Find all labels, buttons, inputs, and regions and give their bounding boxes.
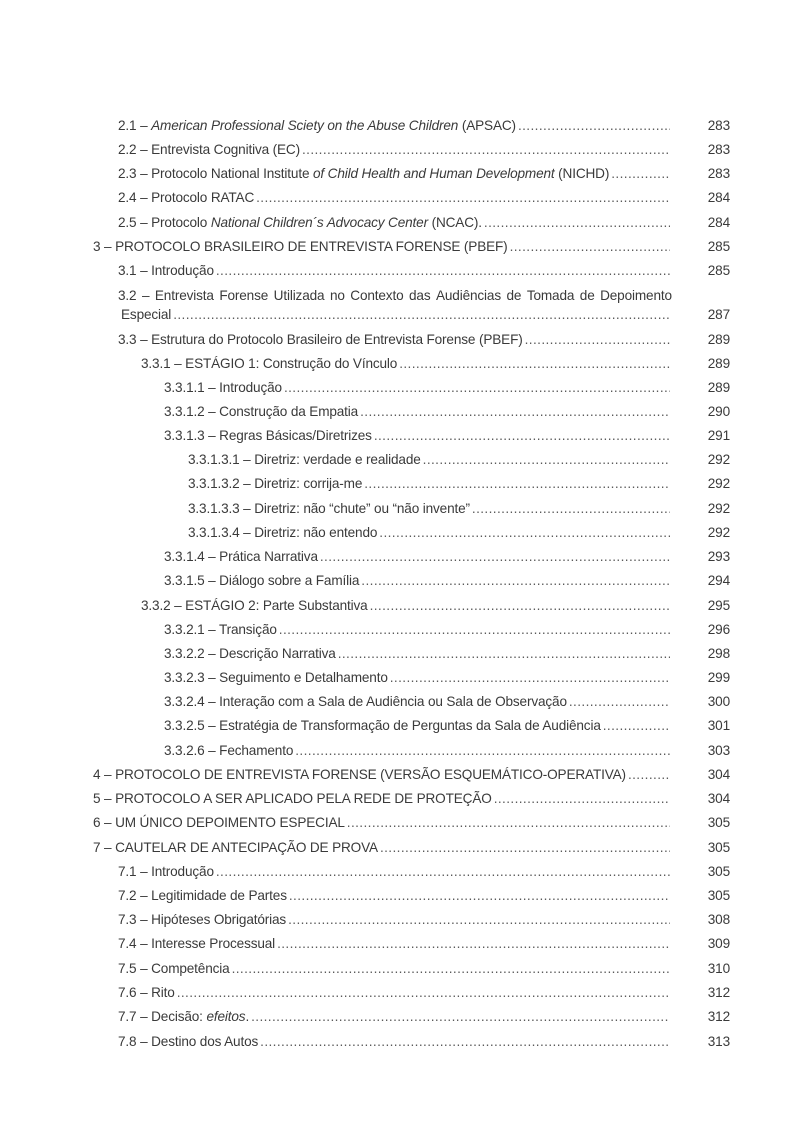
toc-page-number: 284 xyxy=(707,215,730,230)
dot-leader xyxy=(277,935,670,952)
toc-entry-title xyxy=(118,262,214,279)
dot-leader xyxy=(380,839,670,856)
toc-title-text: 7.7 – Decisão: xyxy=(118,1009,207,1024)
toc-entry-title xyxy=(164,572,359,589)
dot-leader xyxy=(216,863,670,880)
toc-entry[interactable] xyxy=(188,500,800,517)
toc-entry-title xyxy=(141,597,368,614)
toc-entry-title xyxy=(118,141,300,158)
toc-title-text: 3.3.1 – ESTÁGIO 1: Construção do Vínculo xyxy=(141,356,398,371)
toc-entry[interactable] xyxy=(164,717,800,734)
toc-entry-title xyxy=(93,238,508,255)
toc-entry[interactable] xyxy=(118,141,800,158)
toc-word: – xyxy=(141,288,150,303)
dot-leader xyxy=(569,693,670,710)
dot-leader xyxy=(484,214,670,231)
toc-title-text: 3.3.2.2 – Descrição Narrativa xyxy=(164,646,336,661)
toc-title-text: 7.5 – Competência xyxy=(118,961,230,976)
toc-entry-title xyxy=(164,693,567,710)
toc-entry-title xyxy=(118,863,214,880)
toc-entry[interactable] xyxy=(118,960,800,977)
toc-title-text: 3.1 – Introdução xyxy=(118,263,214,278)
toc-entry[interactable] xyxy=(118,331,800,348)
toc-page-number: 299 xyxy=(707,670,730,685)
toc-entry-title xyxy=(118,214,482,231)
toc-page-number: 292 xyxy=(707,501,730,516)
toc-word: Contexto xyxy=(350,288,404,303)
toc-page-number: 294 xyxy=(707,573,730,588)
toc-word: de xyxy=(579,288,595,303)
toc-entry-first-line xyxy=(118,287,672,304)
toc-entry[interactable] xyxy=(164,742,800,759)
toc-page-number: 291 xyxy=(707,428,730,443)
toc-title-text: 2.1 – xyxy=(118,118,152,133)
toc-page-number: 285 xyxy=(707,239,730,254)
toc-page-number: 284 xyxy=(707,190,730,205)
toc-entry-title xyxy=(118,117,516,134)
toc-entry[interactable] xyxy=(141,355,800,372)
toc-title-text: 2.3 – Protocolo National Institute xyxy=(118,166,313,181)
toc-word: de xyxy=(506,288,522,303)
toc-title-text: 3.3.2.5 – Estratégia de Transformação de Perguntas da Sala de Audiência xyxy=(164,718,601,733)
toc-entry-title xyxy=(93,814,345,831)
toc-page-number: 298 xyxy=(707,646,730,661)
toc-title-text: 4 – PROTOCOLO DE ENTREVISTA FORENSE (VERSÃO ESQUEMÁTICO-OPERATIVA) xyxy=(93,767,626,782)
toc-title-italic: efeitos xyxy=(206,1009,246,1024)
toc-entry-title xyxy=(118,1033,258,1050)
toc-title-text: 2.4 – Protocolo RATAC xyxy=(118,190,255,205)
toc-entry-title xyxy=(188,451,421,468)
toc-entry-title xyxy=(118,331,523,348)
toc-entry[interactable] xyxy=(141,597,800,614)
toc-entry-title xyxy=(188,524,377,541)
toc-entry[interactable] xyxy=(164,379,800,396)
toc-entry[interactable] xyxy=(118,117,800,134)
toc-entry[interactable] xyxy=(93,814,800,831)
toc-title-text: 6 – UM ÚNICO DEPOIMENTO ESPECIAL xyxy=(93,815,345,830)
toc-entry-title xyxy=(164,717,601,734)
toc-entry[interactable] xyxy=(164,645,800,662)
toc-page-number: 292 xyxy=(707,452,730,467)
toc-title-text: 3.3.1.3.3 – Diretriz: não “chute” ou “não invente” xyxy=(188,501,470,516)
toc-entry-title xyxy=(188,500,470,517)
toc-entry[interactable] xyxy=(188,475,800,492)
toc-entry-title xyxy=(118,960,230,977)
dot-leader xyxy=(251,1008,670,1025)
toc-title-text: 3.3.2.4 – Interação com a Sala de Audiência ou Sala de Observação xyxy=(164,694,567,709)
toc-entry-title xyxy=(188,475,362,492)
toc-page-number: 305 xyxy=(707,840,730,855)
toc-entry-title xyxy=(164,379,282,396)
toc-page-number: 283 xyxy=(707,166,730,181)
toc-entry[interactable] xyxy=(188,451,800,468)
dot-leader xyxy=(173,306,670,323)
toc-page-number: 283 xyxy=(707,118,730,133)
toc-title-text: . xyxy=(245,1009,250,1024)
toc-title-text: 3.3.1.2 – Construção da Empatia xyxy=(164,404,359,419)
toc-page-number: 293 xyxy=(707,549,730,564)
toc-entry[interactable] xyxy=(164,427,800,444)
toc-entry[interactable] xyxy=(118,911,800,928)
dot-leader xyxy=(370,597,670,614)
toc-entry-title xyxy=(121,306,171,323)
dot-leader xyxy=(472,500,670,517)
toc-page-number: 310 xyxy=(707,961,730,976)
toc-entry[interactable] xyxy=(118,189,800,206)
toc-entry[interactable] xyxy=(118,887,800,904)
toc-page-number: 305 xyxy=(707,888,730,903)
toc-page-number: 300 xyxy=(707,694,730,709)
toc-page-number: 292 xyxy=(707,525,730,540)
toc-title-text: Especial xyxy=(121,307,172,322)
toc-page-number: 313 xyxy=(707,1034,730,1049)
toc-word: 3.2 xyxy=(118,288,137,303)
toc-entry[interactable] xyxy=(164,403,800,420)
toc-entry[interactable] xyxy=(118,935,800,952)
toc-title-text: 3.3.2.6 – Fechamento xyxy=(164,743,294,758)
dot-leader xyxy=(399,355,670,372)
dot-leader xyxy=(518,117,670,134)
toc-page-number: 283 xyxy=(707,142,730,157)
dot-leader xyxy=(494,790,670,807)
dot-leader xyxy=(302,141,670,158)
toc-entry[interactable] xyxy=(118,288,800,323)
toc-page-number: 301 xyxy=(707,718,730,733)
dot-leader xyxy=(423,451,670,468)
toc-page-number: 295 xyxy=(707,598,730,613)
toc-title-text: 7 – CAUTELAR DE ANTECIPAÇÃO DE PROVA xyxy=(93,840,378,855)
toc-page-number: 296 xyxy=(707,622,730,637)
dot-leader xyxy=(216,262,670,279)
toc-title-text: 7.3 – Hipóteses Obrigatórias xyxy=(118,912,287,927)
toc-title-text: 7.8 – Destino dos Autos xyxy=(118,1034,259,1049)
toc-title-text: 7.1 – Introdução xyxy=(118,864,214,879)
toc-entry[interactable] xyxy=(164,693,800,710)
toc-entry[interactable] xyxy=(118,1008,800,1025)
toc-title-italic: National Children´s Advocacy Center xyxy=(210,215,428,230)
dot-leader xyxy=(374,427,670,444)
toc-entry[interactable] xyxy=(118,165,800,182)
toc-entry-title xyxy=(164,621,277,638)
toc-entry-title xyxy=(164,427,372,444)
toc-title-text: 3.3.2.3 – Seguimento e Detalhamento xyxy=(164,670,388,685)
toc-entry[interactable] xyxy=(164,621,800,638)
toc-page-number: 289 xyxy=(707,332,730,347)
toc-entry-title xyxy=(164,548,318,565)
toc-entry-title xyxy=(164,669,388,686)
toc-entry-title xyxy=(141,355,397,372)
toc-title-text: 7.4 – Interesse Processual xyxy=(118,936,276,951)
toc-word: Entrevista xyxy=(154,288,214,303)
toc-word: Forense xyxy=(219,288,269,303)
toc-entry[interactable] xyxy=(164,669,800,686)
toc-title-text: (NCAC). xyxy=(427,215,482,230)
dot-leader xyxy=(284,379,670,396)
toc-entry-title xyxy=(164,403,358,420)
dot-leader xyxy=(361,572,670,589)
toc-entry-title xyxy=(118,935,275,952)
toc-page-number: 304 xyxy=(707,767,730,782)
toc-page-number: 305 xyxy=(707,815,730,830)
toc-page-number: 312 xyxy=(707,1009,730,1024)
toc-entry[interactable] xyxy=(93,790,800,807)
dot-leader xyxy=(320,548,670,565)
toc-title-text: 7.2 – Legitimidade de Partes xyxy=(118,888,287,903)
toc-entry-title xyxy=(118,165,609,182)
dot-leader xyxy=(260,1033,670,1050)
toc-entry-title xyxy=(118,189,254,206)
toc-entry[interactable] xyxy=(188,524,800,541)
dot-leader xyxy=(347,814,670,831)
toc-page-number: 292 xyxy=(707,476,730,491)
toc-title-text: 3.3.1.5 – Diálogo sobre a Família xyxy=(164,573,360,588)
toc-entry-title xyxy=(118,887,287,904)
toc-entry-title xyxy=(118,1008,249,1025)
toc-page-number: 308 xyxy=(707,912,730,927)
toc-entry-title xyxy=(164,645,336,662)
toc-entry-title xyxy=(93,790,492,807)
toc-title-italic: of Child Health and Human Development xyxy=(313,166,555,181)
toc-title-text: 3.3.2 – ESTÁGIO 2: Parte Substantiva xyxy=(141,598,368,613)
toc-title-text: 3.3.2.1 – Transição xyxy=(164,622,277,637)
toc-entry[interactable] xyxy=(118,1033,800,1050)
toc-entry[interactable] xyxy=(118,863,800,880)
dot-leader xyxy=(338,645,670,662)
toc-page-number: 309 xyxy=(707,936,730,951)
dot-leader xyxy=(279,621,670,638)
toc-entry[interactable] xyxy=(118,214,800,231)
toc-title-text: 3.3.1.3 – Regras Básicas/Diretrizes xyxy=(164,428,372,443)
dot-leader xyxy=(256,189,670,206)
dot-leader xyxy=(379,524,670,541)
dot-leader xyxy=(603,717,670,734)
toc-word: Tomada xyxy=(526,288,575,303)
toc-word: das xyxy=(409,288,431,303)
toc-entry[interactable] xyxy=(93,766,800,783)
toc-page-number: 304 xyxy=(707,791,730,806)
toc-entry-title xyxy=(118,984,175,1001)
dot-leader xyxy=(232,960,670,977)
toc-entry-title xyxy=(164,742,293,759)
toc-title-text: 7.6 – Rito xyxy=(118,985,175,1000)
toc-title-text: 3.3.1.1 – Introdução xyxy=(164,380,282,395)
toc-entry[interactable] xyxy=(164,548,800,565)
toc-page-number: 285 xyxy=(707,263,730,278)
toc-page-number: 303 xyxy=(707,743,730,758)
toc-title-text: 5 – PROTOCOLO A SER APLICADO PELA REDE DE PROTEÇÃO xyxy=(93,791,492,806)
toc-entry-title xyxy=(118,911,286,928)
dot-leader xyxy=(288,911,670,928)
toc-entry[interactable] xyxy=(93,839,800,856)
toc-word: Depoimento xyxy=(600,288,672,303)
dot-leader xyxy=(177,984,670,1001)
toc-title-text: 3 – PROTOCOLO BRASILEIRO DE ENTREVISTA FORENSE (PBEF) xyxy=(93,239,508,254)
toc-title-text: (NICHD) xyxy=(554,166,610,181)
toc-page-number: 305 xyxy=(707,864,730,879)
toc-entry[interactable] xyxy=(93,238,800,255)
toc-word: Utilizada xyxy=(273,288,325,303)
dot-leader xyxy=(360,403,670,420)
toc-word: Audiências xyxy=(435,288,501,303)
dot-leader xyxy=(364,475,670,492)
dot-leader xyxy=(628,766,670,783)
toc-title-text: 3.3.1.3.2 – Diretriz: corrija-me xyxy=(188,476,363,491)
dot-leader xyxy=(289,887,670,904)
toc-title-text: 2.2 – Entrevista Cognitiva (EC) xyxy=(118,142,300,157)
toc-page-number: 287 xyxy=(707,307,730,322)
toc-entry-title xyxy=(93,766,626,783)
toc-page-number: 289 xyxy=(707,356,730,371)
toc-page-number: 289 xyxy=(707,380,730,395)
toc-word: no xyxy=(329,288,345,303)
toc-entry[interactable] xyxy=(118,262,800,279)
toc-title-text: 3.3.1.3.1 – Diretriz: verdade e realidade xyxy=(188,452,421,467)
toc-page-number: 290 xyxy=(707,404,730,419)
dot-leader xyxy=(510,238,670,255)
toc-page-number: 312 xyxy=(707,985,730,1000)
toc-entry[interactable] xyxy=(118,984,800,1001)
toc-title-text: (APSAC) xyxy=(458,118,516,133)
dot-leader xyxy=(390,669,670,686)
dot-leader xyxy=(611,165,670,182)
toc-entry-title xyxy=(93,839,378,856)
toc-title-text: 2.5 – Protocolo xyxy=(118,215,211,230)
dot-leader xyxy=(525,331,670,348)
toc-title-text: 3.3.1.3.4 – Diretriz: não entendo xyxy=(188,525,378,540)
toc-entry[interactable] xyxy=(164,572,800,589)
toc-title-text: 3.3.1.4 – Prática Narrativa xyxy=(164,549,318,564)
toc-title-italic: American Professional Sciety on the Abuse Children xyxy=(151,118,459,133)
dot-leader xyxy=(295,742,670,759)
toc-title-text: 3.3 – Estrutura do Protocolo Brasileiro de Entrevista Forense (PBEF) xyxy=(118,332,523,347)
